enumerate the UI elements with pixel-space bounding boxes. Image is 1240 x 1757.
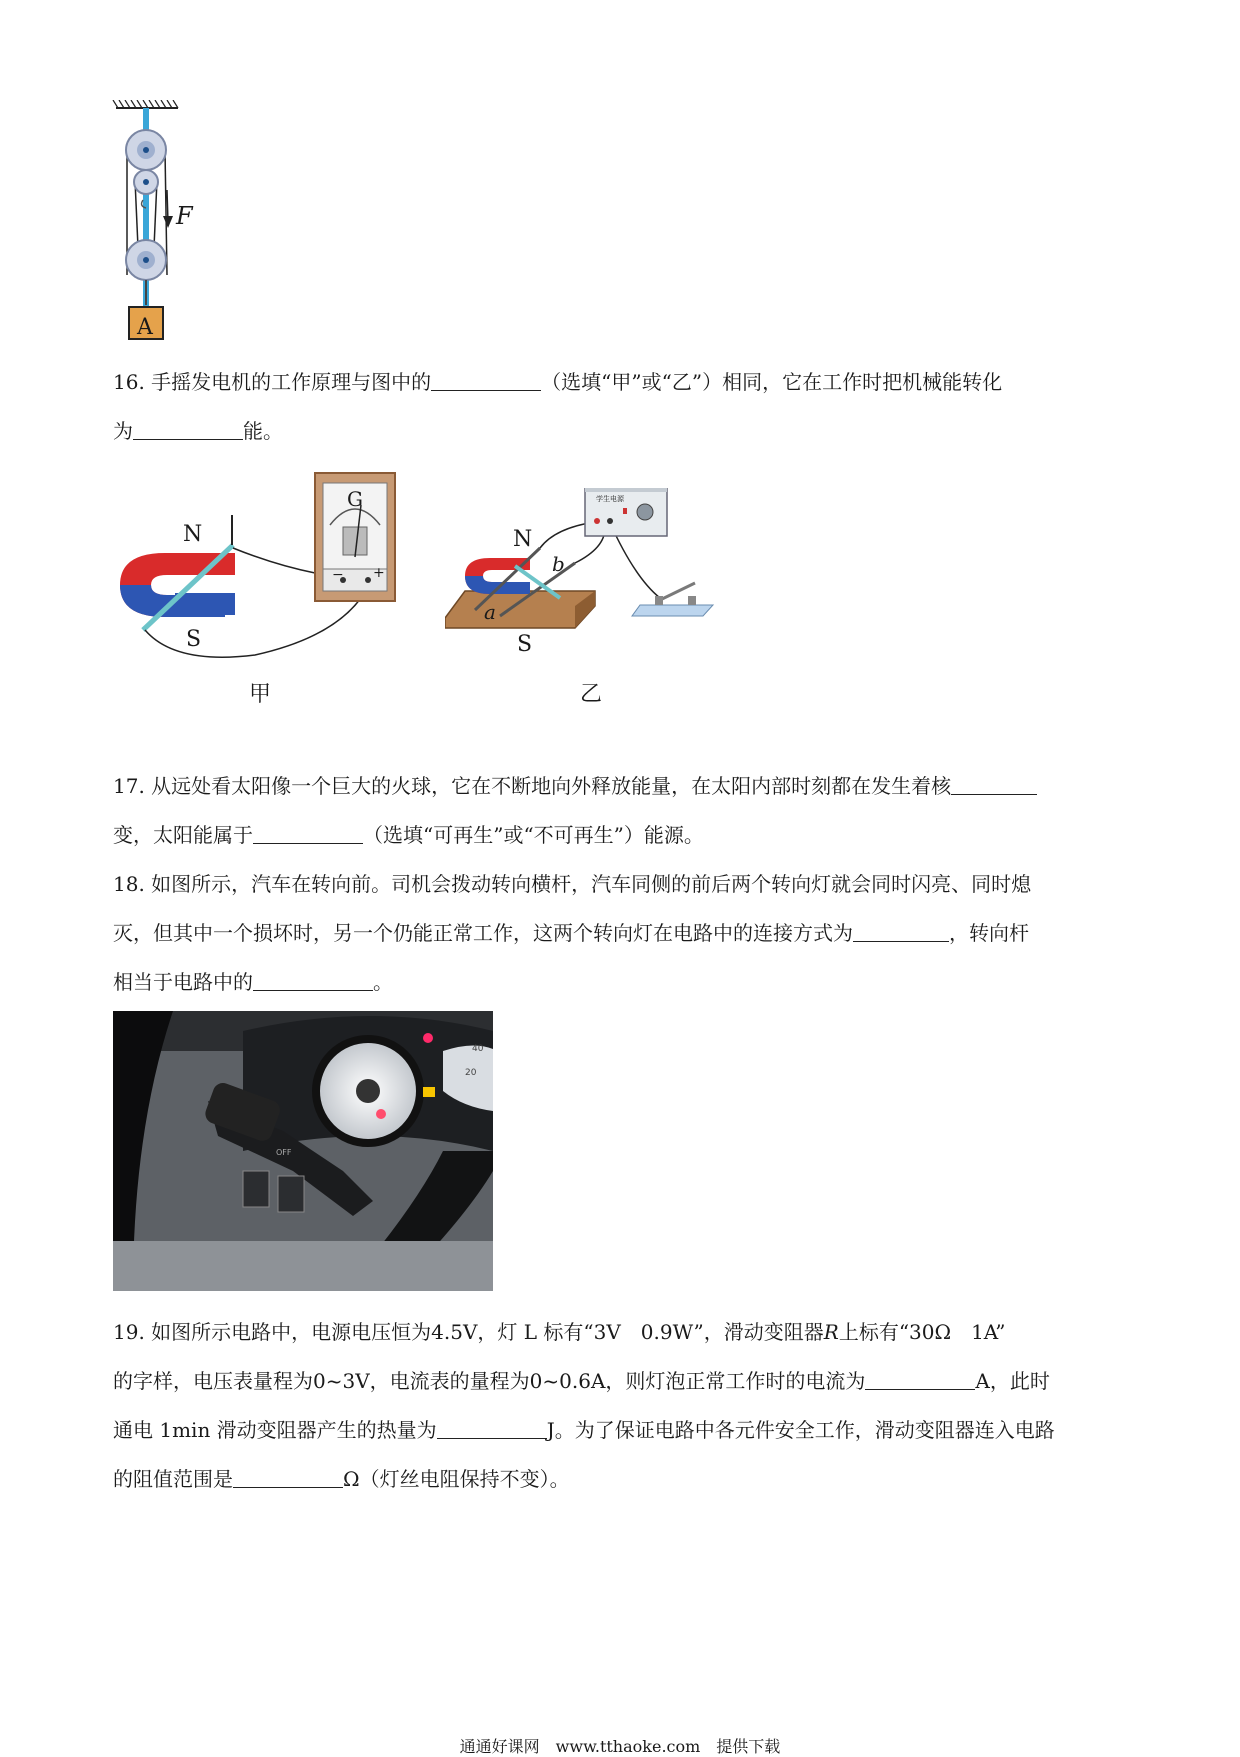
answer-blank[interactable] <box>865 1365 975 1390</box>
question-17 <box>113 762 1123 860</box>
rod-label-a: a <box>484 600 496 624</box>
answer-blank[interactable] <box>133 415 243 440</box>
q16-line-2: 为 能。 <box>113 407 1123 456</box>
answer-blank[interactable] <box>951 770 1037 795</box>
q19-line-2: 的字样，电压表量程为0~3V，电流表的量程为0~0.6A，则灯泡正常工作时的电流为 A，此时 <box>113 1357 1123 1406</box>
q18-line-2: 灭，但其中一个损坏时，另一个仍能正常工作，这两个转向灯在电路中的连接方式为 ，转向杆 <box>113 909 1123 958</box>
yi-north-label: N <box>513 527 533 552</box>
question-19 <box>113 1308 1123 1504</box>
force-label: F <box>176 202 193 230</box>
power-supply-label: 学生电源 <box>596 495 624 503</box>
q16-line-1: 16. 手摇发电机的工作原理与图中的 （选填“甲”或“乙”）相同，它在工作时把机械能转化 <box>113 358 1123 407</box>
galvanometer-label: G <box>347 487 363 511</box>
q17-line-2: 变，太阳能属于 （选填“可再生”或“不可再生”）能源。 <box>113 811 1123 860</box>
gauge-mark-20: 20 <box>465 1068 477 1078</box>
figure-yi <box>445 488 745 663</box>
answer-blank[interactable] <box>431 366 541 391</box>
answer-blank[interactable] <box>253 966 373 991</box>
meter-plus: + <box>373 565 385 581</box>
q18-line-1: 18. 如图所示，汽车在转向前。司机会拨动转向横杆，汽车同侧的前后两个转向灯就会同时闪亮、同时熄 <box>113 872 1032 896</box>
q19-line-1: 19. 如图所示电路中，电源电压恒为4.5V，灯 L 标有“3V 0.9W”，滑动变阻器R上标有“30Ω 1A” <box>113 1320 1006 1344</box>
rod-label-b: b <box>552 552 565 576</box>
answer-blank[interactable] <box>437 1414 547 1439</box>
q19-line-3: 通电 1min 滑动变阻器产生的热量为 J。为了保证电路中各元件安全工作，滑动变阻器连入电路 <box>113 1406 1123 1455</box>
q18-line-3: 相当于电路中的 。 <box>113 958 1123 1007</box>
page-footer: 通通好课网 www.tthaoke.com 提供下载 <box>459 1737 781 1756</box>
jia-north-label: N <box>183 522 203 547</box>
yi-south-label: S <box>517 632 533 657</box>
question-16 <box>113 358 1123 456</box>
meter-minus: − <box>332 567 344 583</box>
caption-jia: 甲 <box>249 682 272 707</box>
answer-blank[interactable] <box>853 917 949 942</box>
question-18 <box>113 860 1123 1007</box>
jia-south-label: S <box>186 627 202 652</box>
gauge-mark-40: 40 <box>472 1044 484 1054</box>
dashboard-photo <box>113 1011 493 1291</box>
q17-line-1: 17. 从远处看太阳像一个巨大的火球，它在不断地向外释放能量，在太阳内部时刻都在发生着核 <box>113 762 1123 811</box>
caption-yi: 乙 <box>580 682 603 707</box>
block-label: A <box>137 315 153 340</box>
answer-blank[interactable] <box>253 819 363 844</box>
lever-off-label: OFF <box>276 1148 292 1157</box>
answer-blank[interactable] <box>233 1463 343 1488</box>
q19-line-4: 的阻值范围是 Ω（灯丝电阻保持不变）。 <box>113 1455 1123 1504</box>
